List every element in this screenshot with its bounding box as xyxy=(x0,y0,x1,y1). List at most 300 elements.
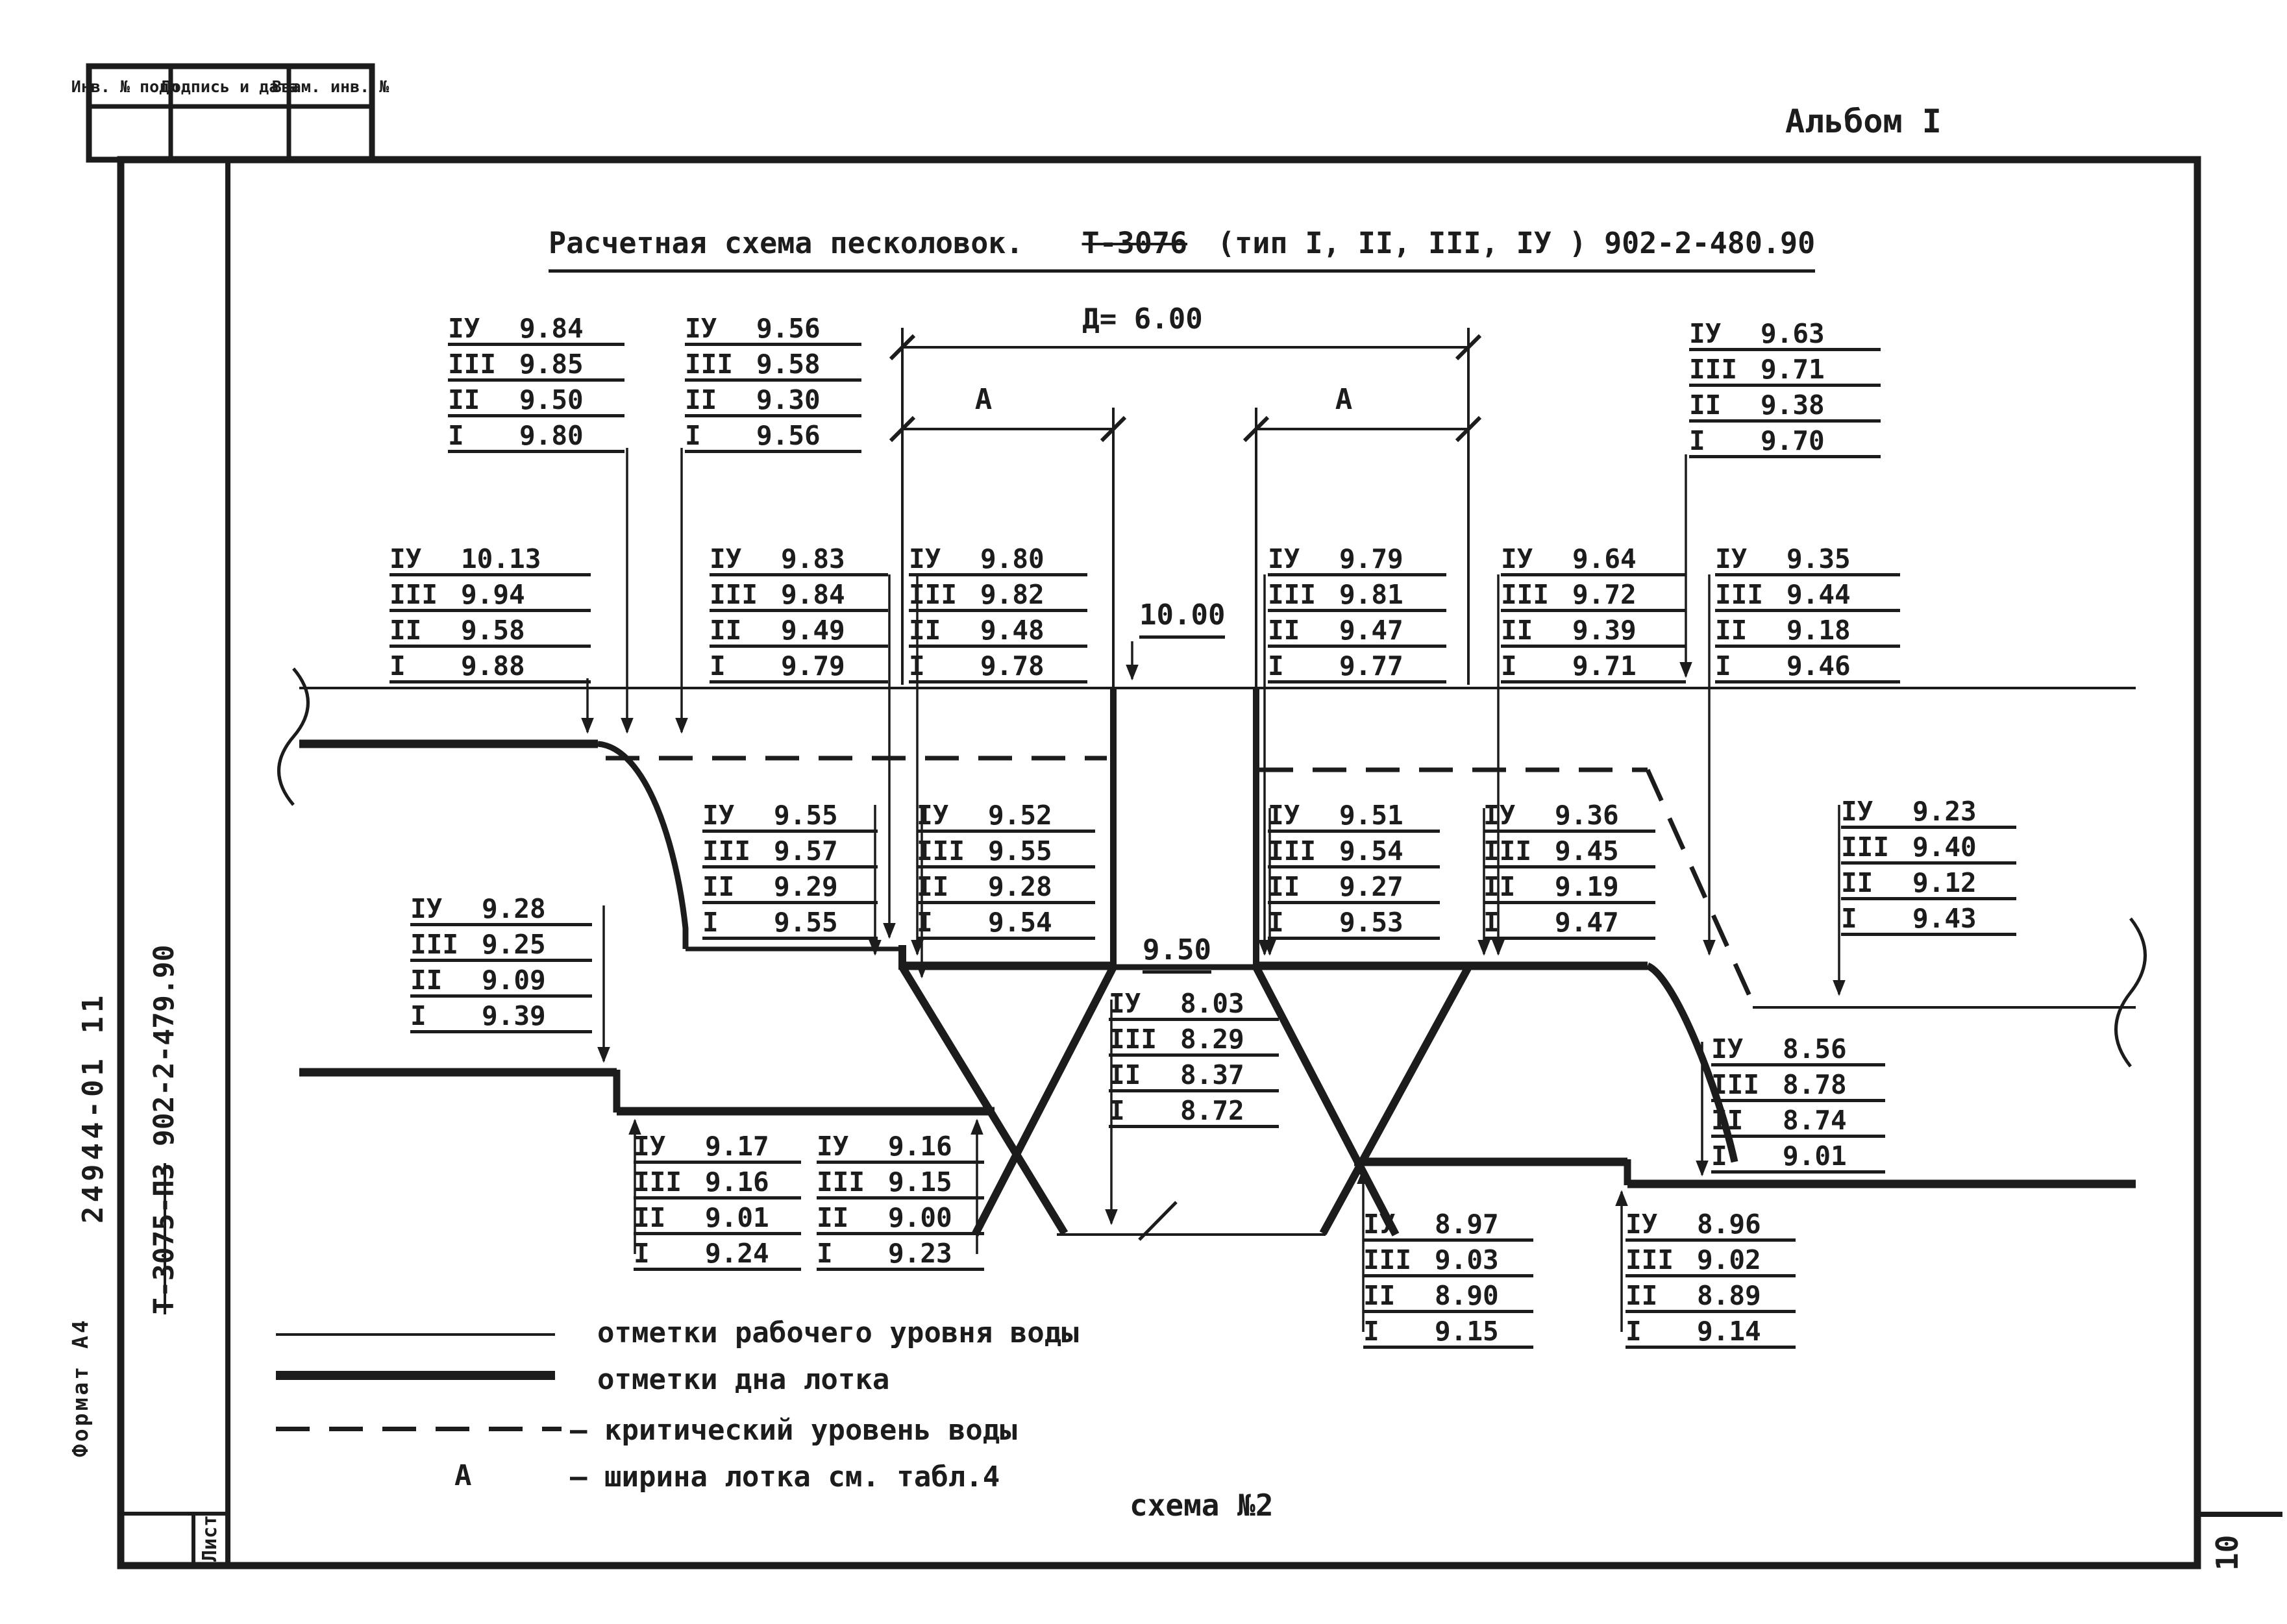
elevation-row xyxy=(1483,868,1655,904)
type-numeral: ІІІ xyxy=(909,579,958,610)
level-10-label: 10.00 xyxy=(1139,598,1225,639)
elevation-row xyxy=(1363,1242,1533,1277)
type-numeral: І xyxy=(448,420,464,451)
elevation-value: 8.90 xyxy=(1435,1280,1499,1311)
stamp-cell-inv-podl xyxy=(71,66,189,106)
type-numeral: ІІІ xyxy=(1501,579,1550,610)
type-numeral: ІУ xyxy=(1501,543,1533,574)
type-numeral: ІІІ xyxy=(1483,835,1532,867)
elevation-row xyxy=(702,833,878,868)
elevation-value: 9.25 xyxy=(482,929,546,960)
elevation-value: 9.80 xyxy=(980,543,1045,574)
elevation-value: 9.30 xyxy=(756,384,821,415)
elevation-row xyxy=(1268,833,1440,868)
elevation-row xyxy=(710,541,888,576)
elevation-value: 9.71 xyxy=(1572,650,1637,682)
elevation-row xyxy=(1711,1102,1885,1138)
elevation-value: 8.96 xyxy=(1697,1209,1761,1240)
elevation-table-2 xyxy=(685,310,861,453)
type-numeral: ІІІ xyxy=(917,835,965,867)
elevation-row xyxy=(389,576,591,612)
elevation-row xyxy=(1841,793,2016,829)
elevation-row xyxy=(1501,541,1686,576)
stamp-cell-podpis-data xyxy=(161,66,299,106)
elevation-row xyxy=(909,576,1087,612)
elevation-value: 9.15 xyxy=(1435,1316,1499,1347)
legend-dashed-line-swatch xyxy=(276,1427,562,1431)
elevation-row xyxy=(817,1200,984,1235)
elevation-value: 9.17 xyxy=(705,1131,769,1162)
type-numeral: ІІІ xyxy=(448,349,497,380)
elevation-value: 9.01 xyxy=(1783,1140,1847,1172)
elevation-value: 9.09 xyxy=(482,965,546,996)
type-numeral: ІІІ xyxy=(1715,579,1764,610)
type-numeral: І xyxy=(634,1238,650,1269)
elevation-value: 9.82 xyxy=(980,579,1045,610)
elevation-table-1 xyxy=(448,310,624,453)
elevation-row xyxy=(410,998,592,1033)
elevation-row xyxy=(1483,833,1655,868)
legend-item-label: критический уровень воды xyxy=(604,1414,1017,1447)
type-numeral: ІІ xyxy=(917,871,949,902)
type-numeral: І xyxy=(389,650,406,682)
type-numeral: ІУ xyxy=(685,313,717,344)
elevation-value: 9.94 xyxy=(461,579,525,610)
elevation-table-15 xyxy=(410,891,592,1033)
type-numeral: ІУ xyxy=(1268,543,1300,574)
elevation-value: 8.97 xyxy=(1435,1209,1499,1240)
type-numeral: ІУ xyxy=(1626,1209,1658,1240)
type-numeral: ІІ xyxy=(1626,1280,1658,1311)
elevation-row xyxy=(448,417,624,453)
elevation-row xyxy=(1626,1313,1796,1349)
format-label-vertical: Формат А4 xyxy=(68,1318,93,1457)
type-numeral: ІУ xyxy=(1483,800,1516,831)
type-numeral: ІІІ xyxy=(1711,1069,1760,1100)
elevation-table-20 xyxy=(1363,1206,1533,1349)
stamp-label: Взам. инв. № xyxy=(271,77,389,96)
type-numeral: ІІ xyxy=(909,615,941,646)
dim-a-left-label: А xyxy=(974,383,993,416)
elevation-row xyxy=(1109,985,1279,1021)
type-numeral: ІІІ xyxy=(1689,354,1738,385)
type-numeral: ІІІ xyxy=(1268,835,1317,867)
elevation-row xyxy=(710,612,888,648)
elevation-value: 9.24 xyxy=(705,1238,769,1269)
elevation-value: 9.15 xyxy=(888,1166,952,1198)
elevation-row xyxy=(634,1235,801,1271)
type-numeral: І xyxy=(1501,650,1517,682)
type-numeral: ІІІ xyxy=(634,1166,682,1198)
elevation-row xyxy=(817,1235,984,1271)
type-numeral: ІІ xyxy=(389,615,422,646)
elevation-value: 8.89 xyxy=(1697,1280,1761,1311)
elevation-value: 9.47 xyxy=(1339,615,1403,646)
elevation-value: 9.81 xyxy=(1339,579,1403,610)
elevation-value: 9.55 xyxy=(774,907,838,938)
type-numeral: ІІ xyxy=(1268,615,1300,646)
elevation-value: 9.40 xyxy=(1912,831,1977,863)
type-numeral: І xyxy=(1109,1095,1125,1126)
type-numeral: ІУ xyxy=(634,1131,666,1162)
elevation-row xyxy=(710,576,888,612)
elevation-table-7 xyxy=(1268,541,1446,683)
type-numeral: ІУ xyxy=(1363,1209,1396,1240)
type-numeral: ІУ xyxy=(410,893,443,924)
elevation-value: 8.03 xyxy=(1180,988,1244,1019)
type-numeral: ІІ xyxy=(702,871,735,902)
elevation-value: 8.29 xyxy=(1180,1024,1244,1055)
elevation-row xyxy=(909,648,1087,683)
scheme-number-label: схема №2 xyxy=(1130,1488,1274,1523)
elevation-value: 9.16 xyxy=(888,1131,952,1162)
elevation-row xyxy=(1689,351,1881,387)
elevation-value: 9.02 xyxy=(1697,1244,1761,1275)
elevation-row xyxy=(1689,423,1881,458)
type-numeral: ІІІ xyxy=(685,349,734,380)
title-type-code: (тип I, II, III, ІУ ) 902-2-480.90 xyxy=(1217,226,1816,260)
type-numeral: І xyxy=(410,1000,426,1031)
type-numeral: ІІ xyxy=(1841,867,1873,898)
type-numeral: ІІІ xyxy=(1109,1024,1157,1055)
stamp-label: Подпись и дата xyxy=(161,77,299,96)
type-numeral: І xyxy=(1483,907,1500,938)
elevation-value: 9.50 xyxy=(519,384,584,415)
type-numeral: ІУ xyxy=(1109,988,1141,1019)
elevation-row xyxy=(1268,576,1446,612)
elevation-row xyxy=(1715,576,1900,612)
elevation-table-6 xyxy=(909,541,1087,683)
elevation-row xyxy=(1268,648,1446,683)
elevation-row xyxy=(917,868,1095,904)
elevation-value: 9.63 xyxy=(1761,318,1825,349)
elevation-value: 9.51 xyxy=(1339,800,1403,831)
elevation-table-5 xyxy=(710,541,888,683)
title-text: Расчетная схема песколовок. xyxy=(549,226,1024,260)
type-numeral: ІІІ xyxy=(1363,1244,1412,1275)
type-numeral: ІІІ xyxy=(702,835,751,867)
type-numeral: ІІ xyxy=(1501,615,1533,646)
type-numeral: І xyxy=(1268,650,1284,682)
stamp-label: Инв. № подл. xyxy=(71,77,189,96)
elevation-row xyxy=(1715,612,1900,648)
doc-code-rest: 902-2-479.90 xyxy=(148,944,180,1163)
elevation-row xyxy=(634,1128,801,1164)
elevation-value: 9.29 xyxy=(774,871,838,902)
elevation-row xyxy=(702,797,878,833)
type-numeral: І xyxy=(1715,650,1731,682)
elevation-row xyxy=(1841,865,2016,900)
elevation-value: 9.53 xyxy=(1339,907,1403,938)
elevation-row xyxy=(1715,648,1900,683)
doc-code-vertical xyxy=(148,944,180,1314)
elevation-row xyxy=(1841,900,2016,936)
elevation-value: 9.54 xyxy=(988,907,1052,938)
elevation-value: 9.48 xyxy=(980,615,1045,646)
elevation-row xyxy=(1109,1092,1279,1128)
type-numeral: ІУ xyxy=(1711,1033,1744,1064)
elevation-row xyxy=(685,382,861,417)
elevation-value: 9.56 xyxy=(756,420,821,451)
elevation-value: 9.18 xyxy=(1786,615,1851,646)
elevation-row xyxy=(685,417,861,453)
doc-number-vertical: 24944-01 11 xyxy=(77,991,110,1224)
type-numeral: ІІ xyxy=(448,384,480,415)
type-numeral: І xyxy=(702,907,719,938)
elevation-value: 9.01 xyxy=(705,1202,769,1233)
elevation-row xyxy=(634,1200,801,1235)
type-numeral: ІІІ xyxy=(1841,831,1890,863)
elevation-row xyxy=(1711,1066,1885,1102)
elevation-row xyxy=(685,310,861,346)
elevation-row xyxy=(702,868,878,904)
elevation-value: 9.39 xyxy=(482,1000,546,1031)
elevation-value: 9.70 xyxy=(1761,425,1825,456)
elevation-table-14 xyxy=(1841,793,2016,936)
elevation-row xyxy=(1626,1277,1796,1313)
legend-thin-line-swatch xyxy=(276,1333,555,1336)
elevation-value: 9.88 xyxy=(461,650,525,682)
legend-dash: – xyxy=(570,1460,587,1494)
elevation-value: 9.84 xyxy=(781,579,845,610)
elevation-value: 9.49 xyxy=(781,615,845,646)
elevation-row xyxy=(410,891,592,926)
elevation-value: 9.54 xyxy=(1339,835,1403,867)
elevation-row xyxy=(909,612,1087,648)
elevation-row xyxy=(448,346,624,382)
elevation-row xyxy=(1268,868,1440,904)
elevation-value: 9.79 xyxy=(1339,543,1403,574)
elevation-value: 9.64 xyxy=(1572,543,1637,574)
elevation-value: 9.79 xyxy=(781,650,845,682)
dim-d-label: Д= 6.00 xyxy=(1082,302,1203,336)
elevation-table-12 xyxy=(1268,797,1440,940)
type-numeral: ІУ xyxy=(710,543,742,574)
type-numeral: І xyxy=(917,907,933,938)
elevation-value: 9.19 xyxy=(1555,871,1619,902)
elevation-row xyxy=(389,612,591,648)
album-label: Альбом I xyxy=(1785,103,1942,140)
elevation-row xyxy=(1109,1021,1279,1057)
elevation-value: 9.12 xyxy=(1912,867,1977,898)
elevation-row xyxy=(917,904,1095,940)
elevation-value: 9.14 xyxy=(1697,1316,1761,1347)
elevation-row xyxy=(1841,829,2016,865)
elevation-value: 9.39 xyxy=(1572,615,1637,646)
elevation-row xyxy=(1501,612,1686,648)
elevation-table-3 xyxy=(1689,315,1881,458)
elevation-row xyxy=(448,382,624,417)
elevation-table-8 xyxy=(1501,541,1686,683)
type-numeral: ІІ xyxy=(817,1202,849,1233)
stamp-cell-vzam-inv xyxy=(271,66,389,106)
type-numeral: І xyxy=(1841,903,1857,934)
elevation-row xyxy=(1483,797,1655,833)
level-9-50-label: 9.50 xyxy=(1143,933,1211,974)
elevation-value: 9.28 xyxy=(482,893,546,924)
elevation-row xyxy=(909,541,1087,576)
type-numeral: ІІІ xyxy=(1626,1244,1674,1275)
legend-letter-a: А xyxy=(454,1459,472,1492)
elevation-table-18 xyxy=(817,1128,984,1271)
elevation-row xyxy=(1268,612,1446,648)
type-numeral: ІІІ xyxy=(410,929,459,960)
elevation-table-4 xyxy=(389,541,591,683)
type-numeral: ІІІ xyxy=(389,579,438,610)
type-numeral: ІІ xyxy=(1715,615,1748,646)
elevation-value: 8.56 xyxy=(1783,1033,1847,1064)
elevation-row xyxy=(634,1164,801,1200)
elevation-row xyxy=(1268,797,1440,833)
type-numeral: І xyxy=(817,1238,833,1269)
doc-code-crossed: Т-3075-ПЗ xyxy=(148,1163,180,1314)
type-numeral: ІУ xyxy=(389,543,422,574)
type-numeral: І xyxy=(1268,907,1284,938)
dim-a-right-label: А xyxy=(1335,383,1353,416)
type-numeral: ІІ xyxy=(1268,871,1300,902)
type-numeral: ІІ xyxy=(1711,1105,1744,1136)
elevation-value: 9.44 xyxy=(1786,579,1851,610)
elevation-value: 9.71 xyxy=(1761,354,1825,385)
elevation-row xyxy=(917,797,1095,833)
type-numeral: ІУ xyxy=(1268,800,1300,831)
type-numeral: ІУ xyxy=(817,1131,849,1162)
elevation-row xyxy=(817,1128,984,1164)
elevation-value: 9.85 xyxy=(519,349,584,380)
elevation-value: 9.52 xyxy=(988,800,1052,831)
legend-item xyxy=(570,1414,1017,1447)
elevation-value: 9.78 xyxy=(980,650,1045,682)
elevation-row xyxy=(1711,1031,1885,1066)
type-numeral: ІІІ xyxy=(1268,579,1317,610)
legend-dash: – xyxy=(570,1414,587,1447)
elevation-row xyxy=(389,648,591,683)
elevation-row xyxy=(1626,1206,1796,1242)
elevation-value: 9.36 xyxy=(1555,800,1619,831)
elevation-value: 9.58 xyxy=(756,349,821,380)
elevation-row xyxy=(1689,315,1881,351)
drawing-title xyxy=(549,226,1815,273)
type-numeral: І xyxy=(685,420,701,451)
elevation-value: 9.55 xyxy=(988,835,1052,867)
elevation-value: 9.57 xyxy=(774,835,838,867)
elevation-table-10 xyxy=(702,797,878,940)
type-numeral: ІІ xyxy=(1689,389,1722,421)
type-numeral: ІУ xyxy=(917,800,949,831)
elevation-value: 9.83 xyxy=(781,543,845,574)
elevation-table-9 xyxy=(1715,541,1900,683)
type-numeral: І xyxy=(909,650,925,682)
type-numeral: І xyxy=(1626,1316,1642,1347)
elevation-value: 9.28 xyxy=(988,871,1052,902)
elevation-row xyxy=(917,833,1095,868)
elevation-row xyxy=(1715,541,1900,576)
legend-item-label: ширина лотка см. табл.4 xyxy=(604,1460,1000,1494)
elevation-value: 9.56 xyxy=(756,313,821,344)
elevation-table-16 xyxy=(1109,985,1279,1128)
elevation-value: 9.03 xyxy=(1435,1244,1499,1275)
elevation-row xyxy=(817,1164,984,1200)
elevation-table-21 xyxy=(1626,1206,1796,1349)
elevation-row xyxy=(1711,1138,1885,1174)
elevation-row xyxy=(1363,1313,1533,1349)
elevation-row xyxy=(1109,1057,1279,1092)
legend-item-label: отметки рабочего уровня воды xyxy=(597,1316,1079,1349)
elevation-value: 10.13 xyxy=(461,543,541,574)
type-numeral: ІУ xyxy=(909,543,941,574)
type-numeral: ІІ xyxy=(1363,1280,1396,1311)
elevation-table-11 xyxy=(917,797,1095,940)
elevation-value: 9.23 xyxy=(888,1238,952,1269)
elevation-row xyxy=(389,541,591,576)
elevation-value: 9.80 xyxy=(519,420,584,451)
elevation-value: 9.46 xyxy=(1786,650,1851,682)
elevation-value: 9.72 xyxy=(1572,579,1637,610)
elevation-row xyxy=(1363,1277,1533,1313)
elevation-value: 9.47 xyxy=(1555,907,1619,938)
sheet-label-vertical: Лист xyxy=(199,1514,221,1562)
elevation-row xyxy=(710,648,888,683)
elevation-value: 9.23 xyxy=(1912,796,1977,827)
legend-item xyxy=(570,1460,1000,1494)
elevation-value: 9.77 xyxy=(1339,650,1403,682)
elevation-row xyxy=(1483,904,1655,940)
elevation-row xyxy=(410,962,592,998)
elevation-value: 9.55 xyxy=(774,800,838,831)
type-numeral: ІІ xyxy=(710,615,742,646)
elevation-value: 9.58 xyxy=(461,615,525,646)
elevation-row xyxy=(448,310,624,346)
elevation-value: 9.43 xyxy=(1912,903,1977,934)
elevation-row xyxy=(1689,387,1881,423)
page-number-label: 10 xyxy=(2210,1534,2245,1571)
elevation-row xyxy=(1501,576,1686,612)
type-numeral: ІІ xyxy=(1109,1059,1141,1090)
elevation-row xyxy=(1363,1206,1533,1242)
elevation-value: 8.72 xyxy=(1180,1095,1244,1126)
elevation-row xyxy=(410,926,592,962)
type-numeral: ІУ xyxy=(702,800,735,831)
elevation-value: 9.35 xyxy=(1786,543,1851,574)
type-numeral: ІІ xyxy=(685,384,717,415)
elevation-value: 8.37 xyxy=(1180,1059,1244,1090)
type-numeral: І xyxy=(1363,1316,1379,1347)
elevation-table-17 xyxy=(634,1128,801,1271)
type-numeral: ІУ xyxy=(1689,318,1722,349)
elevation-value: 9.38 xyxy=(1761,389,1825,421)
elevation-row xyxy=(685,346,861,382)
type-numeral: ІІІ xyxy=(710,579,758,610)
title-crossed-code: Т-3076 xyxy=(1082,226,1188,260)
type-numeral: ІУ xyxy=(1715,543,1748,574)
type-numeral: ІІ xyxy=(1483,871,1516,902)
elevation-row xyxy=(1626,1242,1796,1277)
type-numeral: І xyxy=(710,650,726,682)
legend-item-label: отметки дна лотка xyxy=(597,1363,890,1396)
elevation-value: 9.00 xyxy=(888,1202,952,1233)
elevation-row xyxy=(1268,541,1446,576)
type-numeral: ІІІ xyxy=(817,1166,865,1198)
elevation-table-19 xyxy=(1711,1031,1885,1174)
type-numeral: ІУ xyxy=(1841,796,1873,827)
elevation-table-13 xyxy=(1483,797,1655,940)
elevation-value: 8.74 xyxy=(1783,1105,1847,1136)
elevation-value: 9.16 xyxy=(705,1166,769,1198)
elevation-row xyxy=(702,904,878,940)
type-numeral: І xyxy=(1711,1140,1727,1172)
legend-thick-line-swatch xyxy=(276,1371,555,1380)
type-numeral: І xyxy=(1689,425,1705,456)
